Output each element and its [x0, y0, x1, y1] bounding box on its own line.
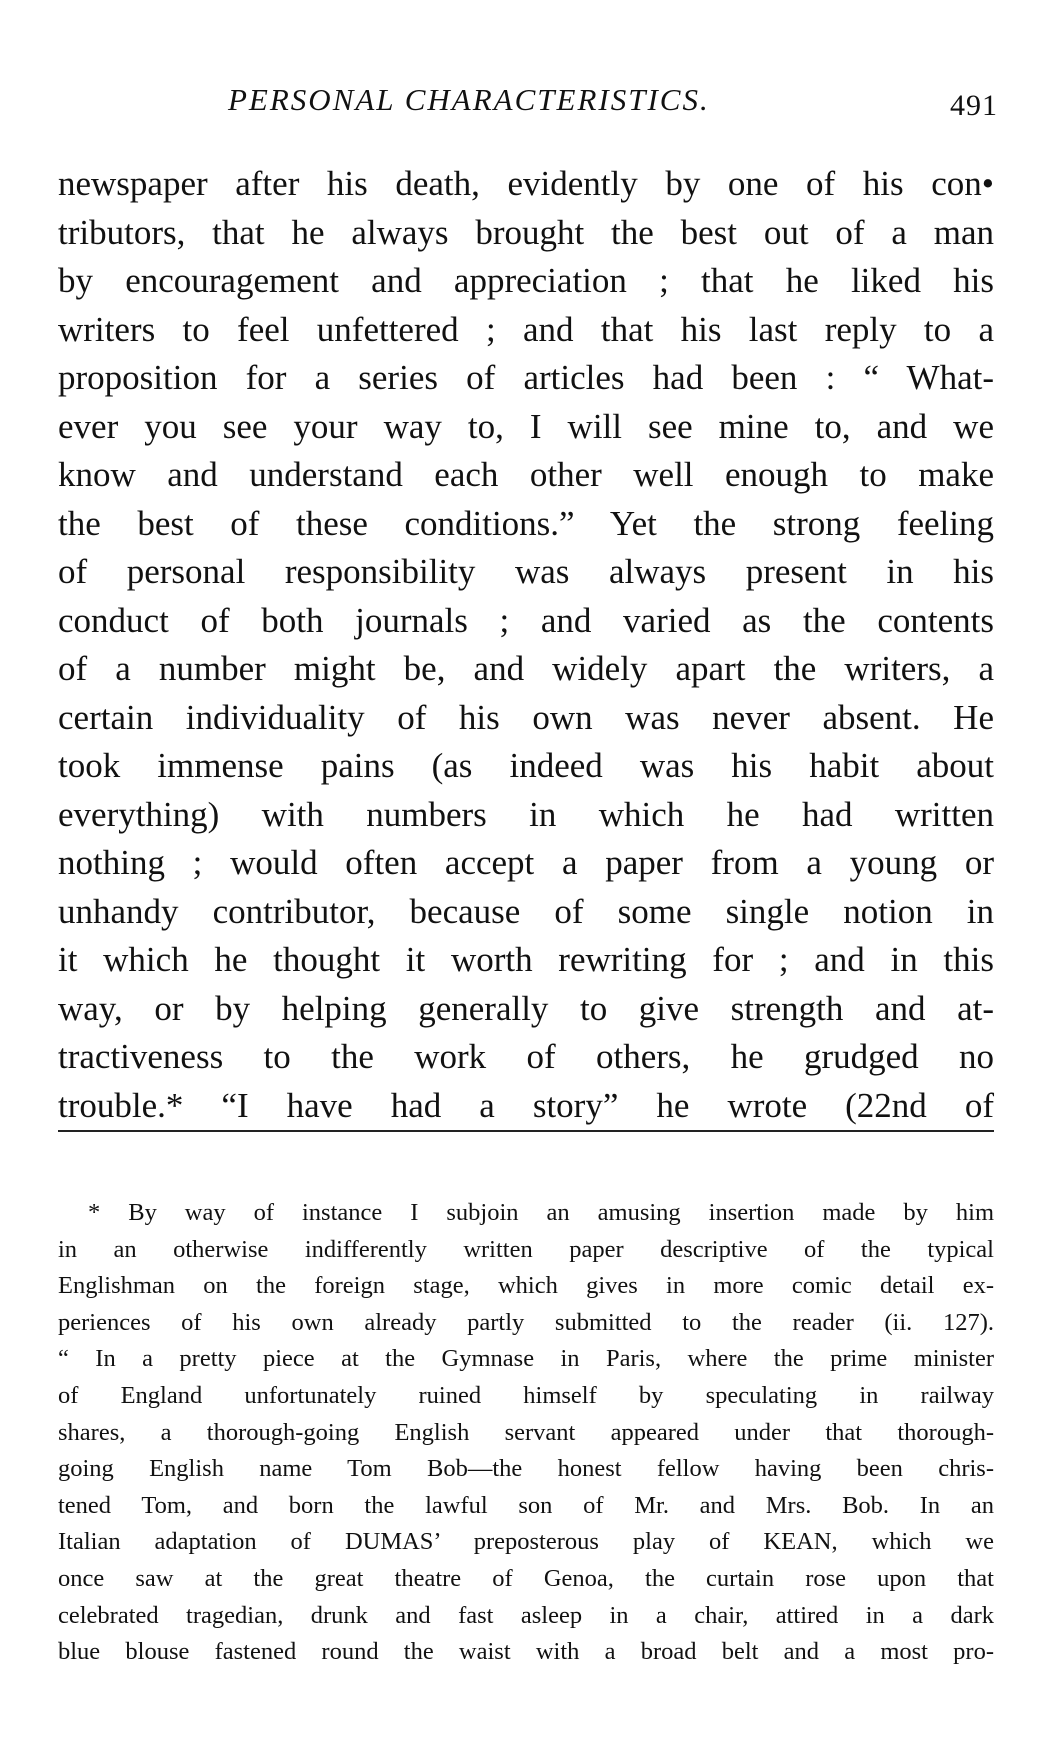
body-line: conduct of both journals ; and varied as the contents [58, 600, 994, 640]
body-line: it which he thought it worth rewriting for ; and in this [58, 940, 994, 979]
footnote [58, 1195, 994, 1671]
running-head [58, 80, 998, 130]
body-line: of personal responsibility was always present in his [58, 552, 994, 591]
footnote-line: periences of his own already partly submitted to the reader (ii. 127). [58, 1308, 994, 1336]
footnote-line: celebrated tragedian, drunk and fast asleep in a chair, attired in a dark [58, 1601, 994, 1629]
body-line: writers to feel unfettered ; and that his last reply to a [58, 309, 994, 349]
footnote-line: “ In a pretty piece at the Gymnase in Paris, where the prime minister [58, 1345, 994, 1373]
body-line: trouble.* “I have had a story” he wrote (22nd of [58, 1085, 994, 1125]
footnote-line: once saw at the great theatre of Genoa, the curtain rose upon that [58, 1564, 994, 1592]
footnote-line: * By way of instance I subjoin an amusing insertion made by him [88, 1199, 994, 1226]
body-line: unhandy contributor, because of some single notion in [58, 891, 994, 931]
body-line: way, or by helping generally to give strength and at- [58, 988, 994, 1028]
body-line: newspaper after his death, evidently by one of his con• [58, 164, 994, 203]
body-line: nothing ; would often accept a paper from a young or [58, 843, 994, 882]
body-line: know and understand each other well enough to make [58, 455, 994, 494]
body-line: the best of these conditions.” Yet the strong feeling [58, 503, 994, 543]
body-line: tractiveness to the work of others, he grudged no [58, 1037, 994, 1076]
running-title: PERSONAL CHARACTERISTICS. [228, 82, 710, 117]
body-line: proposition for a series of articles had been : “ What- [58, 358, 994, 397]
footnote-line: Englishman on the foreign stage, which gives in more comic detail ex- [58, 1272, 994, 1300]
body-line: ever you see your way to, I will see mine to, and we [58, 406, 994, 446]
body-line: took immense pains (as indeed was his habit about [58, 746, 994, 785]
footnote-line: shares, a thorough-going English servant appeared under that thorough- [58, 1418, 994, 1446]
body-text [58, 160, 994, 1130]
body-line: tributors, that he always brought the best out of a man [58, 212, 994, 252]
footnote-line: going English name Tom Bob—the honest fellow having been chris- [58, 1455, 994, 1483]
body-line: of a number might be, and widely apart the writers, a [58, 649, 994, 688]
footnote-line: blue blouse fastened round the waist with a broad belt and a most pro- [58, 1638, 994, 1666]
body-line: by encouragement and appreciation ; that he liked his [58, 261, 994, 300]
footnote-line: of England unfortunately ruined himself by speculating in railway [58, 1381, 994, 1409]
footnote-line: in an otherwise indifferently written paper descriptive of the typical [58, 1235, 994, 1263]
footnote-line: Italian adaptation of DUMAS’ preposterous play of KEAN, which we [58, 1528, 994, 1556]
body-line: everything) with numbers in which he had written [58, 794, 994, 834]
page-number: 491 [950, 89, 998, 122]
body-line: certain individuality of his own was never absent. He [58, 697, 994, 737]
footnote-rule [58, 1130, 994, 1132]
footnote-line: tened Tom, and born the lawful son of Mr. and Mrs. Bob. In an [58, 1491, 994, 1519]
